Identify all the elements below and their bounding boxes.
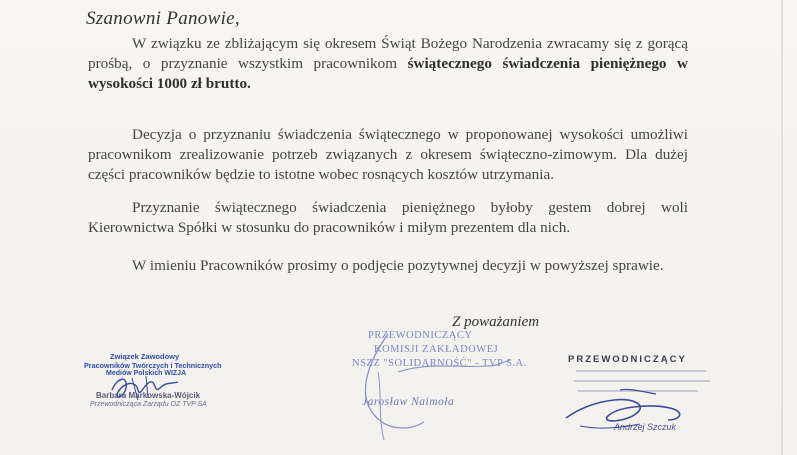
solidarnosc-stamp-line3: NSZZ "SOLIDARNOŚĆ" - TVP S.A. [352,358,527,369]
union-signatory-name: Barbara Markowska-Wójcik [96,391,201,400]
paragraph-decision [88,125,688,185]
closing-regards: Z poważaniem [452,314,540,330]
third-signature [560,378,740,438]
third-stamp-faded-line1 [576,370,706,372]
salutation: Szanowni Panowie, [86,8,240,29]
third-stamp-title: PRZEWODNICZĄCY [568,354,687,365]
paragraph-request-bold: świątecznego świadczenia pieniężnego w wysokości 1000 zł brutto. [88,55,688,92]
solidarnosc-stamp-line2: KOMISJI ZAKŁADOWEJ [374,344,499,355]
paragraph-request-decision [88,256,688,276]
union-stamp-line2: Pracowników Twórczych i Technicznych [84,361,222,370]
paragraph-request-decision-text: W imieniu Pracowników prosimy o podjęcie pozytywnej decyzji w powyższej sprawie. [132,257,664,274]
paragraph-request-text: W związku ze zbliżającym się okresem Świąt Bożego Narodzenia zwracamy się z gorącą prośbą, o przyznanie wszystkim pracownikom [88,35,688,72]
third-signatory-name: Andrzej Szczuk [614,422,677,432]
paragraph-request [88,34,688,94]
union-signatory-role: Przewodnicząca Zarządu OZ TVP SA [90,401,207,408]
union-stamp-line1: Związek Zawodowy [110,352,180,361]
solidarnosc-signatory-name: Jarosław Naimoła [362,396,455,408]
page-edge [781,0,783,455]
paragraph-gesture-text: Przyznanie świątecznego świadczenia pieniężnego byłoby gestem dobrej woli Kierownictwa Spółki w stosunku do pracowników i miłym prezentem dla nich. [88,199,688,236]
solidarnosc-stamp-line1: PRZEWODNICZĄCY [368,330,473,341]
union-signature [108,370,188,405]
solidarnosc-signature [338,332,518,452]
paragraph-gesture [88,198,688,238]
paragraph-decision-text: Decyzja o przyznaniu świadczenia świątecznego w proponowanej wysokości umożliwi pracownikom zrealizowanie potrzeb związanych z okresem świąteczno-zimowym. Dla dużej części pracowników będzie to istotne wobec rosnących kosztów utrzymania. [88,126,688,183]
union-stamp-line3: Mediów Polskich WIZJA [106,370,187,377]
